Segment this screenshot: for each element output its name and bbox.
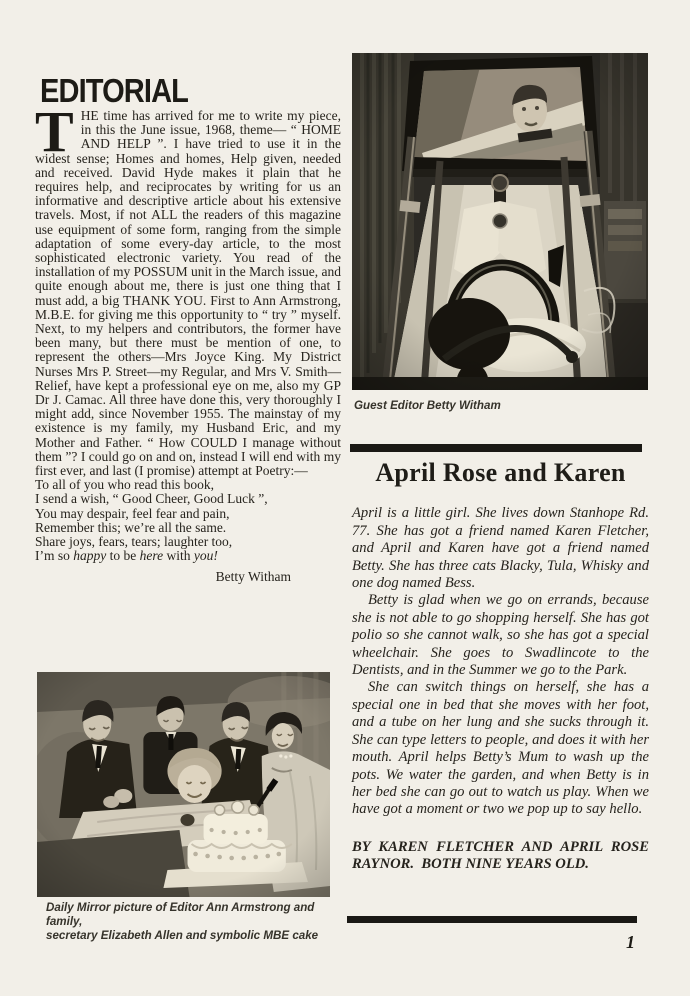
poem-line: I send a wish, “ Good Cheer, Good Luck ”, bbox=[35, 491, 268, 507]
bottom-photo-caption-line: secretary Elizabeth Allen and symbolic MBE cake bbox=[46, 929, 319, 942]
page-number: 1 bbox=[626, 932, 635, 952]
article-byline bbox=[352, 839, 649, 874]
article-title: April Rose and Karen bbox=[375, 458, 626, 487]
page-title: EDITORIAL bbox=[40, 72, 189, 110]
article-paragraph: Betty is glad when we go on errands, because she is not able to go shopping herself. She has got polio so she cannot walk, so she has got a special wheelchair. She goes to Swadlincote to the Dentists, and in the Summer we go to the Park. bbox=[352, 592, 649, 679]
photo-cake-presentation bbox=[37, 672, 330, 897]
article-paragraph: April is a little girl. She lives down Stanhope Rd. 77. She has got a friend named Karen Fletcher, and April and Karen have got a friend named Betty. She has three cats Blacky, Tula, Whisky and one dog named Bess. bbox=[352, 505, 649, 592]
byline-line: BY KAREN FLETCHER AND APRIL ROSE bbox=[352, 838, 649, 855]
photo-respirator-bed-illustration bbox=[352, 53, 648, 390]
poem-line: Remember this; we’re all the same. bbox=[35, 519, 227, 535]
photo-cake-presentation-illustration bbox=[37, 672, 330, 897]
poem-line: Share joys, fears, tears; laughter too, bbox=[35, 534, 233, 550]
bottom-photo-caption-line: Daily Mirror picture of Editor Ann Armstrong and family, bbox=[46, 901, 315, 928]
editorial-body bbox=[35, 99, 341, 479]
editorial-text: HE time has arrived for me to write my piece, in this the June issue, 1968, theme— “ HOME AND HELP ”. I have tried to use it in the widest sense; Homes and homes, Help given, needed and received. David Hyde makes it plain that he requires help, and reciprocates by writing for us an informative and descriptive article about his extensive travels. Most, if not ALL the readers of this magazine use equipment of some form, ranging from the simple adaptation of some every-day article, to the most sophisticated electronic variety. You read of the installation of my POSSUM unit in the March issue, and quite enough about me, there is just one thing that I must add, a big THANK YOU. First to Ann Armstrong, M.B.E. for giving me this opportunity to “ try ” myself. Next, to my helpers and contributors, the former have been many, but there must be mention of one, to represent the others—Mrs Joyce King. My District Nurses Mrs P. Street—my Regular, and Mrs V. Smith—Relief, have kept a professional eye on me, also my GP Dr J. Camac. All three have done this, very thoroughly I might add, since November 1955. The mainstay of my existence is my family, my Husband Eric, and my Mother and Father. “ How COULD I manage without them ”? I could go on and on, instead I will end with my first ever, and last (I promise) attempt at Poetry:— bbox=[35, 108, 341, 479]
editorial-signature: Betty Witham bbox=[215, 568, 291, 584]
section-divider-rule bbox=[350, 444, 642, 452]
editorial-column bbox=[35, 99, 341, 584]
photo-respirator-bed bbox=[352, 53, 648, 390]
poem-line: You may despair, feel fear and pain, bbox=[35, 505, 230, 521]
article-april-rose-and-karen bbox=[352, 458, 649, 874]
poem-line-final: I’m so happy to be here with you! bbox=[35, 548, 218, 564]
drop-cap: T bbox=[35, 99, 74, 164]
byline-line: RAYNOR. BOTH NINE YEARS OLD. bbox=[352, 856, 589, 873]
editorial-poem bbox=[35, 478, 341, 563]
article-paragraph: She can switch things on herself, she has a special one in bed that she moves with her foot, and a tube on her lung and she sucks through it. She can type letters to people, and does it with her mouth. April helps Betty’s Mum to wash up the pots. We water the garden, and when Betty is in her bed she can go out to watch us play. When we have got a moment or two we pop up to say hello. bbox=[352, 679, 649, 818]
top-photo-caption: Guest Editor Betty Witham bbox=[354, 399, 501, 412]
bottom-photo-caption bbox=[46, 901, 346, 943]
footer-rule bbox=[347, 916, 637, 923]
poem-line: To all of you who read this book, bbox=[35, 477, 215, 493]
